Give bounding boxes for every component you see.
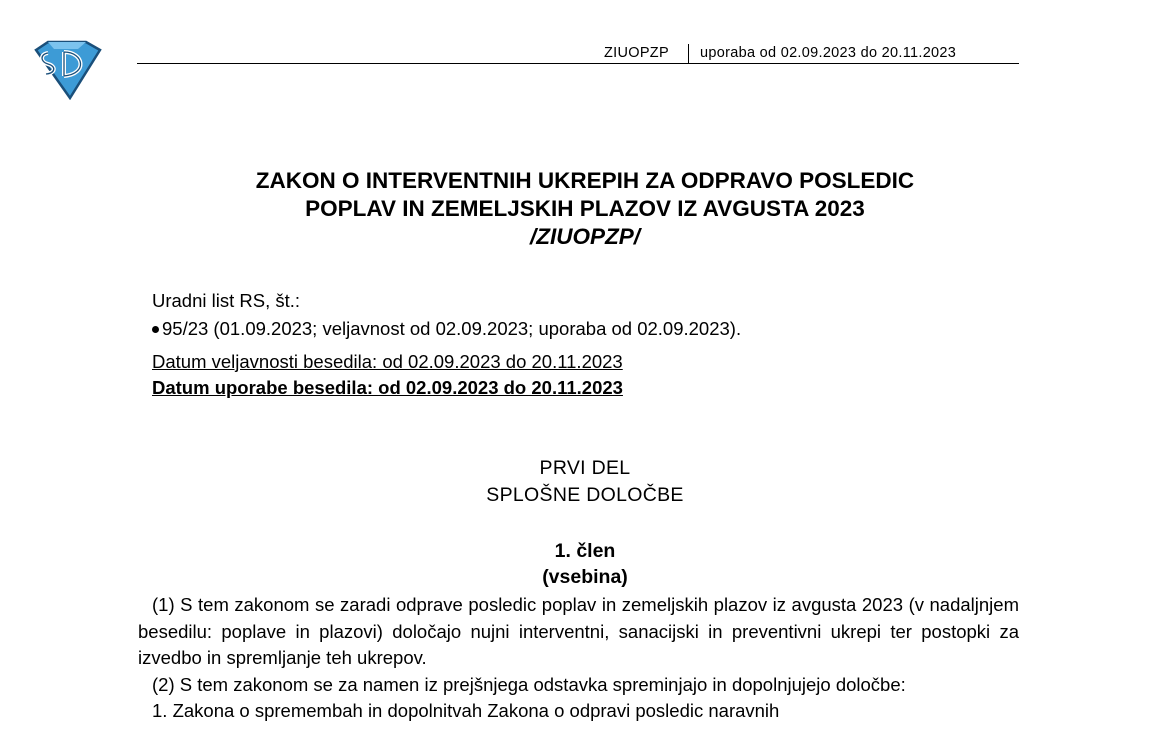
header-usage-period: uporaba od 02.09.2023 do 20.11.2023	[700, 45, 957, 61]
law-title	[160, 167, 1010, 251]
part-name: SPLOŠNE DOLOČBE	[486, 484, 684, 506]
header-rule	[137, 63, 1019, 64]
part-number: PRVI DEL	[539, 457, 631, 479]
paragraph-3-item-1: 1. Zakona o spremembah in dopolnitvah Zakona o odpravi posledic naravnih	[152, 700, 780, 721]
text-dates-block	[152, 349, 623, 401]
law-title-line-2: POPLAV IN ZEMELJSKIH PLAZOV IZ AVGUSTA 2023	[305, 196, 865, 221]
header-document-code: ZIUOPZP	[604, 45, 669, 61]
part-heading	[385, 455, 785, 509]
header-separator	[688, 44, 689, 63]
sd-logo-icon	[30, 40, 104, 100]
paragraph-2: (2) S tem zakonom se za namen iz prejšnjega odstavka spreminjajo in dopolnjujejo določbe:	[152, 673, 906, 695]
article-number: 1. člen	[554, 540, 616, 562]
validity-date: Datum veljavnosti besedila: od 02.09.2023 do 20.11.2023	[152, 351, 623, 372]
paragraph-1: (1) S tem zakonom se zaradi odprave posledic poplav in zemeljskih plazov iz avgusta 2023 (v nadaljnjem besedilu: poplave in plazovi) določajo nujni interventni, sanacijski in preventivni ukrepi ter postopki za izvedbo in spremljanje teh ukrepov.	[138, 594, 1019, 668]
law-abbreviation: /ZIUOPZP/	[529, 224, 640, 249]
article-title: (vsebina)	[542, 566, 628, 588]
official-gazette-block	[152, 287, 741, 343]
article-heading	[385, 538, 785, 590]
official-gazette-entry	[152, 315, 741, 343]
bullet-icon	[152, 326, 159, 333]
usage-date: Datum uporabe besedila: od 02.09.2023 do 20.11.2023	[152, 377, 623, 398]
article-body	[138, 592, 1019, 725]
law-title-line-1: ZAKON O INTERVENTNIH UKREPIH ZA ODPRAVO POSLEDIC	[255, 168, 915, 193]
official-gazette-label: Uradni list RS, št.:	[152, 290, 301, 311]
official-gazette-entry-text: 95/23 (01.09.2023; veljavnost od 02.09.2023; uporaba od 02.09.2023).	[162, 318, 742, 339]
